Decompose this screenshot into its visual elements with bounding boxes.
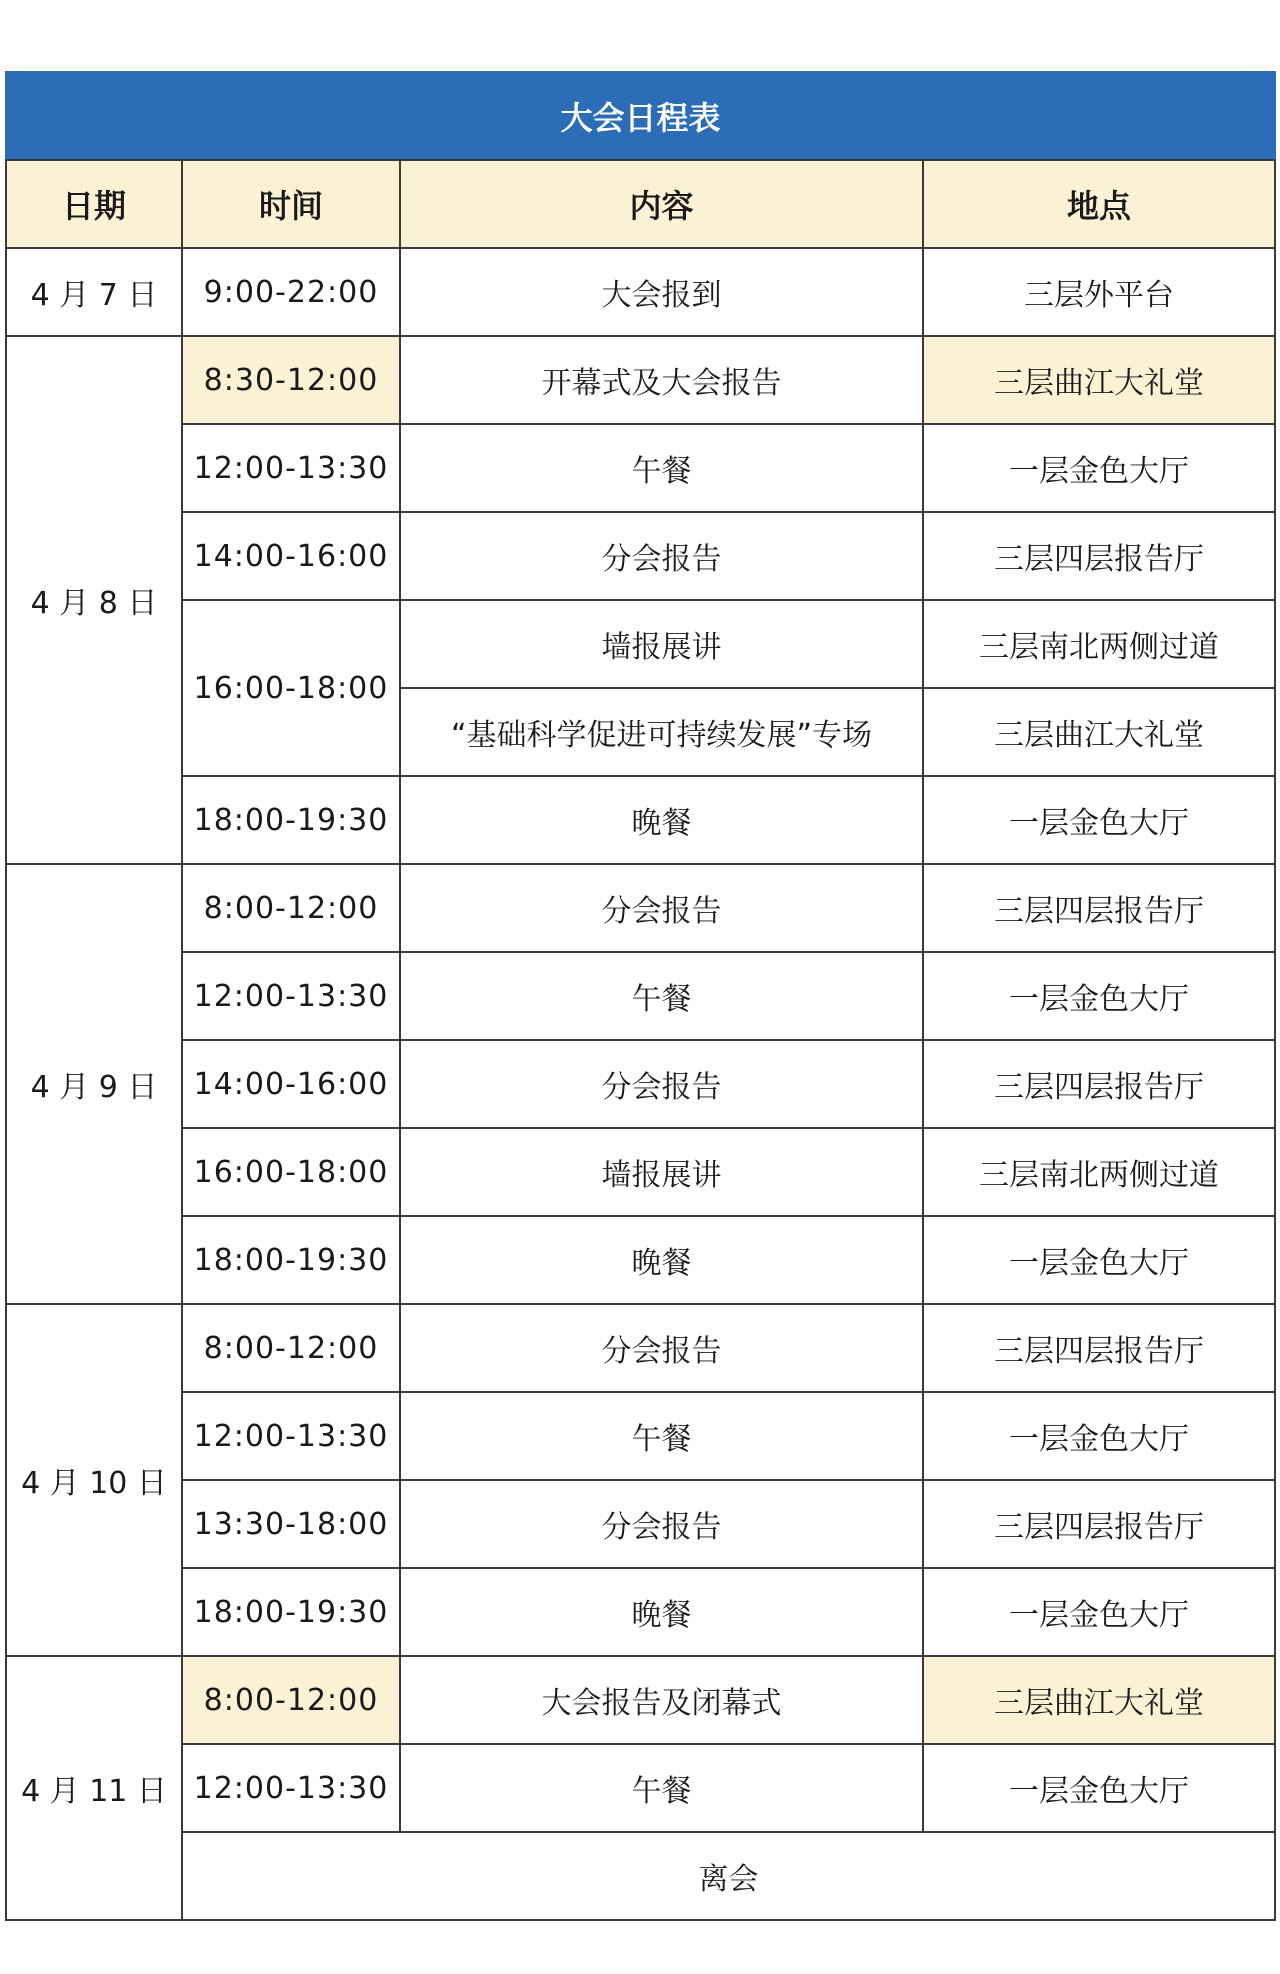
merged-cell: 离会 [182,1832,1275,1920]
table-row [6,1832,1275,1920]
time-cell: 8:00-12:00 [182,864,400,952]
time-cell: 12:00-13:30 [182,952,400,1040]
time-cell: 14:00-16:00 [182,1040,400,1128]
content-cell: 晚餐 [400,1216,923,1304]
content-cell: “基础科学促进可持续发展”专场 [400,688,923,776]
table-row [6,248,1275,336]
time-cell: 12:00-13:30 [182,1392,400,1480]
content-cell: 分会报告 [400,1304,923,1392]
time-cell: 9:00-22:00 [182,248,400,336]
date-cell: 4 月 7 日 [6,248,182,336]
table-row [6,1480,1275,1568]
date-cell: 4 月 9 日 [6,864,182,1304]
table-row [6,424,1275,512]
table-row [6,1128,1275,1216]
time-cell: 14:00-16:00 [182,512,400,600]
venue-cell: 三层曲江大礼堂 [923,1656,1275,1744]
time-cell: 13:30-18:00 [182,1480,400,1568]
table-row [6,600,1275,688]
title-row [6,72,1275,160]
table-row [6,952,1275,1040]
header-venue: 地点 [923,160,1275,248]
schedule-table [5,71,1276,1921]
content-cell: 大会报告及闭幕式 [400,1656,923,1744]
content-cell: 分会报告 [400,512,923,600]
venue-cell: 一层金色大厅 [923,1392,1275,1480]
time-cell: 8:30-12:00 [182,336,400,424]
time-cell: 18:00-19:30 [182,1568,400,1656]
time-cell: 18:00-19:30 [182,776,400,864]
content-cell: 分会报告 [400,1040,923,1128]
content-cell: 分会报告 [400,864,923,952]
venue-cell: 三层南北两侧过道 [923,1128,1275,1216]
content-cell: 晚餐 [400,1568,923,1656]
venue-cell: 三层四层报告厅 [923,864,1275,952]
venue-cell: 三层外平台 [923,248,1275,336]
content-cell: 午餐 [400,1392,923,1480]
venue-cell: 一层金色大厅 [923,1216,1275,1304]
header-row [6,160,1275,248]
header-date: 日期 [6,160,182,248]
table-row [6,512,1275,600]
table-row [6,1744,1275,1832]
venue-cell: 三层南北两侧过道 [923,600,1275,688]
time-cell: 16:00-18:00 [182,600,400,776]
date-cell: 4 月 11 日 [6,1656,182,1920]
venue-cell: 三层四层报告厅 [923,1480,1275,1568]
schedule-container [5,71,1274,1921]
content-cell: 开幕式及大会报告 [400,336,923,424]
venue-cell: 一层金色大厅 [923,1568,1275,1656]
content-cell: 晚餐 [400,776,923,864]
table-row [6,1216,1275,1304]
content-cell: 分会报告 [400,1480,923,1568]
table-row [6,1304,1275,1392]
date-cell: 4 月 8 日 [6,336,182,864]
content-cell: 午餐 [400,952,923,1040]
content-cell: 大会报到 [400,248,923,336]
venue-cell: 一层金色大厅 [923,952,1275,1040]
header-content: 内容 [400,160,923,248]
table-row [6,1656,1275,1744]
content-cell: 午餐 [400,1744,923,1832]
schedule-body [6,248,1275,1920]
venue-cell: 一层金色大厅 [923,1744,1275,1832]
time-cell: 8:00-12:00 [182,1656,400,1744]
table-row [6,1392,1275,1480]
time-cell: 18:00-19:30 [182,1216,400,1304]
venue-cell: 三层四层报告厅 [923,1040,1275,1128]
table-row [6,1040,1275,1128]
venue-cell: 三层四层报告厅 [923,512,1275,600]
content-cell: 墙报展讲 [400,1128,923,1216]
venue-cell: 一层金色大厅 [923,424,1275,512]
content-cell: 午餐 [400,424,923,512]
header-time: 时间 [182,160,400,248]
time-cell: 12:00-13:30 [182,1744,400,1832]
table-row [6,336,1275,424]
venue-cell: 三层曲江大礼堂 [923,336,1275,424]
date-cell: 4 月 10 日 [6,1304,182,1656]
venue-cell: 一层金色大厅 [923,776,1275,864]
table-row [6,776,1275,864]
table-row [6,1568,1275,1656]
content-cell: 墙报展讲 [400,600,923,688]
table-row [6,864,1275,952]
table-title: 大会日程表 [6,72,1275,160]
time-cell: 12:00-13:30 [182,424,400,512]
time-cell: 8:00-12:00 [182,1304,400,1392]
venue-cell: 三层曲江大礼堂 [923,688,1275,776]
time-cell: 16:00-18:00 [182,1128,400,1216]
venue-cell: 三层四层报告厅 [923,1304,1275,1392]
